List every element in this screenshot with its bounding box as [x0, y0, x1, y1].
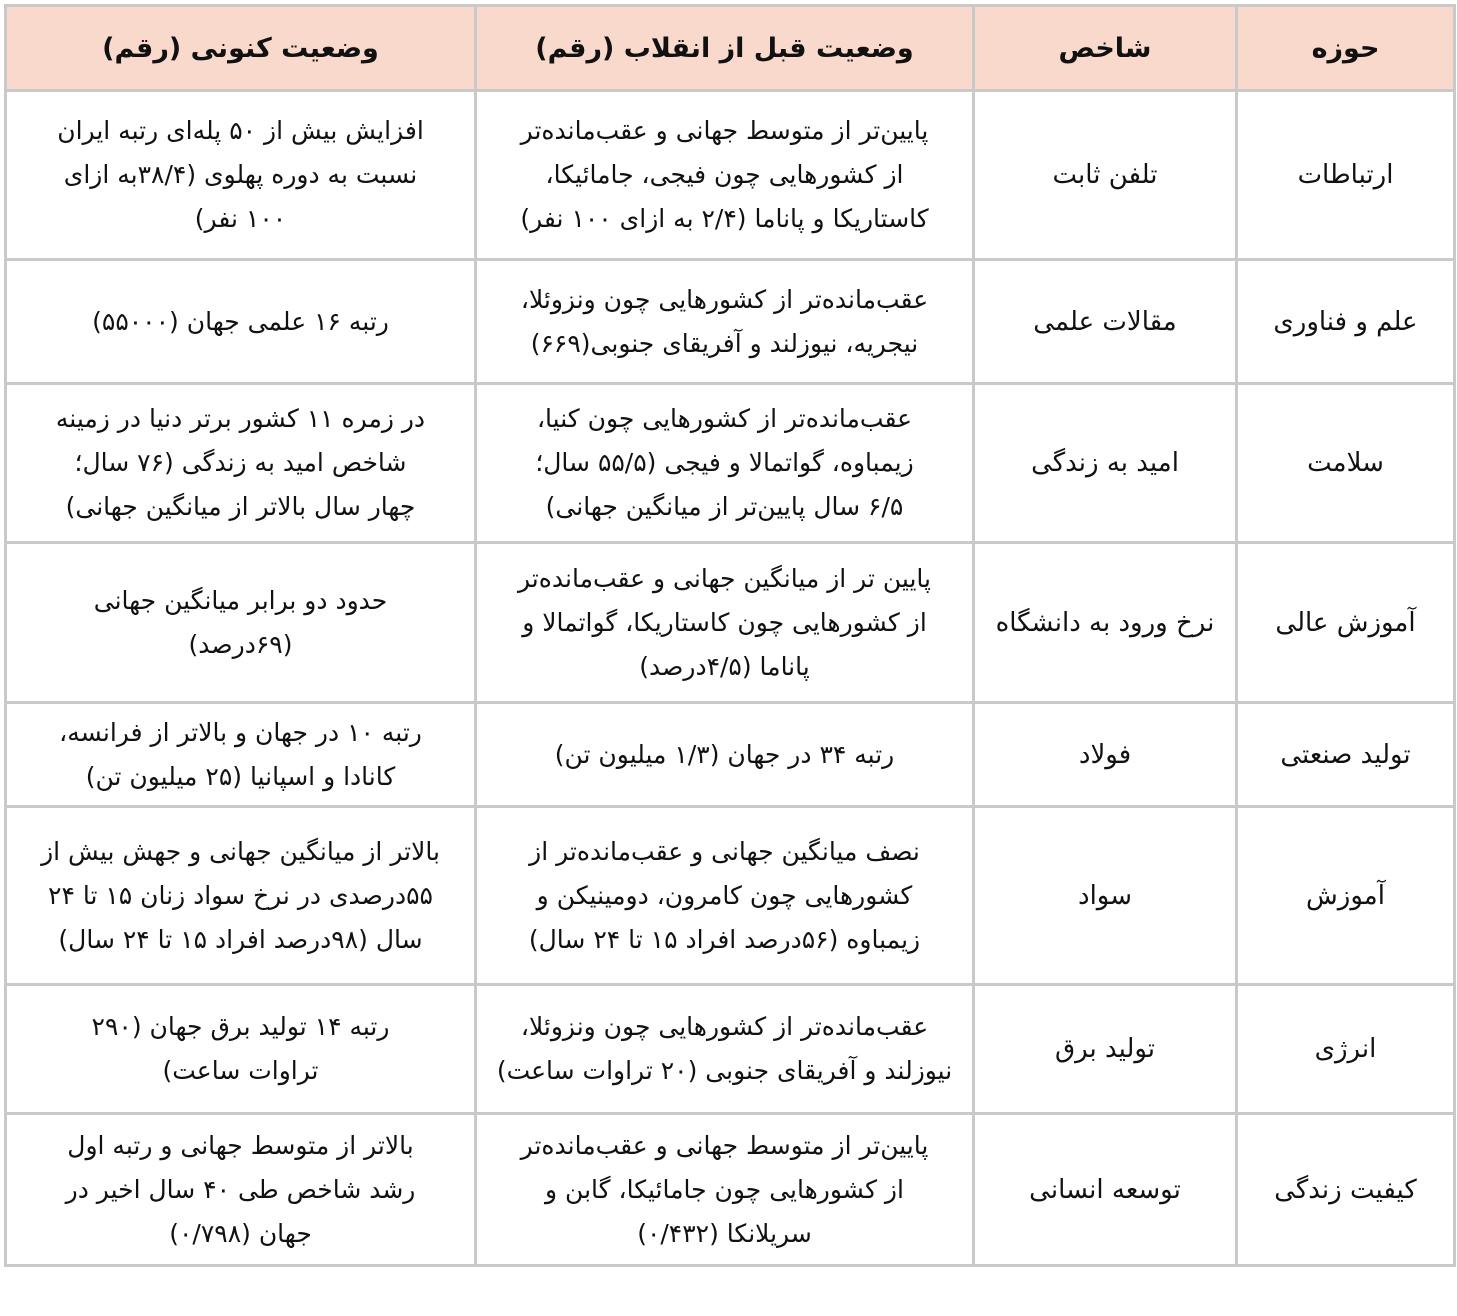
- table-row: [6, 260, 1455, 384]
- cell-current: رتبه ۱۴ تولید برق جهان (۲۹۰ تراوات ساعت): [6, 985, 476, 1114]
- cell-before: عقب‌مانده‌تر از کشورهایی چون ونزوئلا، نیوزلند و آفریقای جنوبی (۲۰ تراوات ساعت): [476, 985, 974, 1114]
- cell-domain: سلامت: [1237, 384, 1455, 543]
- header-indicator: شاخص: [974, 6, 1237, 91]
- table-row: [6, 91, 1455, 260]
- cell-indicator: فولاد: [974, 703, 1237, 807]
- cell-current: بالاتر از متوسط جهانی و رتبه اول رشد شاخص طی ۴۰ سال اخیر در جهان (۰/۷۹۸): [6, 1114, 476, 1266]
- cell-domain: آموزش: [1237, 807, 1455, 985]
- cell-current: افزایش بیش از ۵۰ پله‌ای رتبه ایران نسبت به دوره پهلوی (۳۸/۴به ازای ۱۰۰ نفر): [6, 91, 476, 260]
- table-row: [6, 807, 1455, 985]
- cell-indicator: مقالات علمی: [974, 260, 1237, 384]
- cell-before: عقب‌مانده‌تر از کشورهایی چون کنیا، زیمباوه، گواتمالا و فیجی (۵۵/۵ سال؛ ۶/۵ سال پایین‌تر از میانگین جهانی): [476, 384, 974, 543]
- cell-domain: کیفیت زندگی: [1237, 1114, 1455, 1266]
- cell-current: حدود دو برابر میانگین جهانی (۶۹درصد): [6, 543, 476, 703]
- table-row: [6, 543, 1455, 703]
- cell-before: عقب‌مانده‌تر از کشورهایی چون ونزوئلا، نیجریه، نیوزلند و آفریقای جنوبی(۶۶۹): [476, 260, 974, 384]
- table-row: [6, 703, 1455, 807]
- cell-current: در زمره ۱۱ کشور برتر دنیا در زمینه شاخص امید به زندگی (۷۶ سال؛ چهار سال بالاتر از میانگین جهانی): [6, 384, 476, 543]
- cell-domain: ارتباطات: [1237, 91, 1455, 260]
- cell-before: پایین‌تر از متوسط جهانی و عقب‌مانده‌تر از کشورهایی چون فیجی، جامائیکا، کاستاریکا و پاناما (۲/۴ به ازای ۱۰۰ نفر): [476, 91, 974, 260]
- cell-indicator: سواد: [974, 807, 1237, 985]
- cell-indicator: توسعه انسانی: [974, 1114, 1237, 1266]
- cell-indicator: تلفن ثابت: [974, 91, 1237, 260]
- table-row: [6, 384, 1455, 543]
- cell-indicator: نرخ ورود به دانشگاه: [974, 543, 1237, 703]
- cell-before: پایین‌تر از متوسط جهانی و عقب‌مانده‌تر از کشورهایی چون جامائیکا، گابن و سریلانکا (۰/۴۳۲): [476, 1114, 974, 1266]
- comparison-table-wrapper: [4, 4, 1453, 1267]
- cell-before: رتبه ۳۴ در جهان (۱/۳ میلیون تن): [476, 703, 974, 807]
- header-row: [6, 6, 1455, 91]
- table-row: [6, 1114, 1455, 1266]
- cell-domain: تولید صنعتی: [1237, 703, 1455, 807]
- header-current-status: وضعیت کنونی (رقم): [6, 6, 476, 91]
- cell-current: بالاتر از میانگین جهانی و جهش بیش از ۵۵درصدی در نرخ سواد زنان ۱۵ تا ۲۴ سال (۹۸درصد افراد ۱۵ تا ۲۴ سال): [6, 807, 476, 985]
- cell-before: پایین تر از میانگین جهانی و عقب‌مانده‌تر از کشورهایی چون کاستاریکا، گواتمالا و پاناما (۴/۵درصد): [476, 543, 974, 703]
- cell-indicator: تولید برق: [974, 985, 1237, 1114]
- cell-current: رتبه ۱۶ علمی جهان (۵۵۰۰۰): [6, 260, 476, 384]
- cell-domain: آموزش عالی: [1237, 543, 1455, 703]
- table-row: [6, 985, 1455, 1114]
- comparison-table: [4, 4, 1456, 1267]
- cell-current: رتبه ۱۰ در جهان و بالاتر از فرانسه، کانادا و اسپانیا (۲۵ میلیون تن): [6, 703, 476, 807]
- cell-indicator: امید به زندگی: [974, 384, 1237, 543]
- cell-domain: انرژی: [1237, 985, 1455, 1114]
- cell-before: نصف میانگین جهانی و عقب‌مانده‌تر از کشورهایی چون کامرون، دومینیکن و زیمباوه (۵۶درصد افراد ۱۵ تا ۲۴ سال): [476, 807, 974, 985]
- cell-domain: علم و فناوری: [1237, 260, 1455, 384]
- header-before-revolution: وضعیت قبل از انقلاب (رقم): [476, 6, 974, 91]
- header-domain: حوزه: [1237, 6, 1455, 91]
